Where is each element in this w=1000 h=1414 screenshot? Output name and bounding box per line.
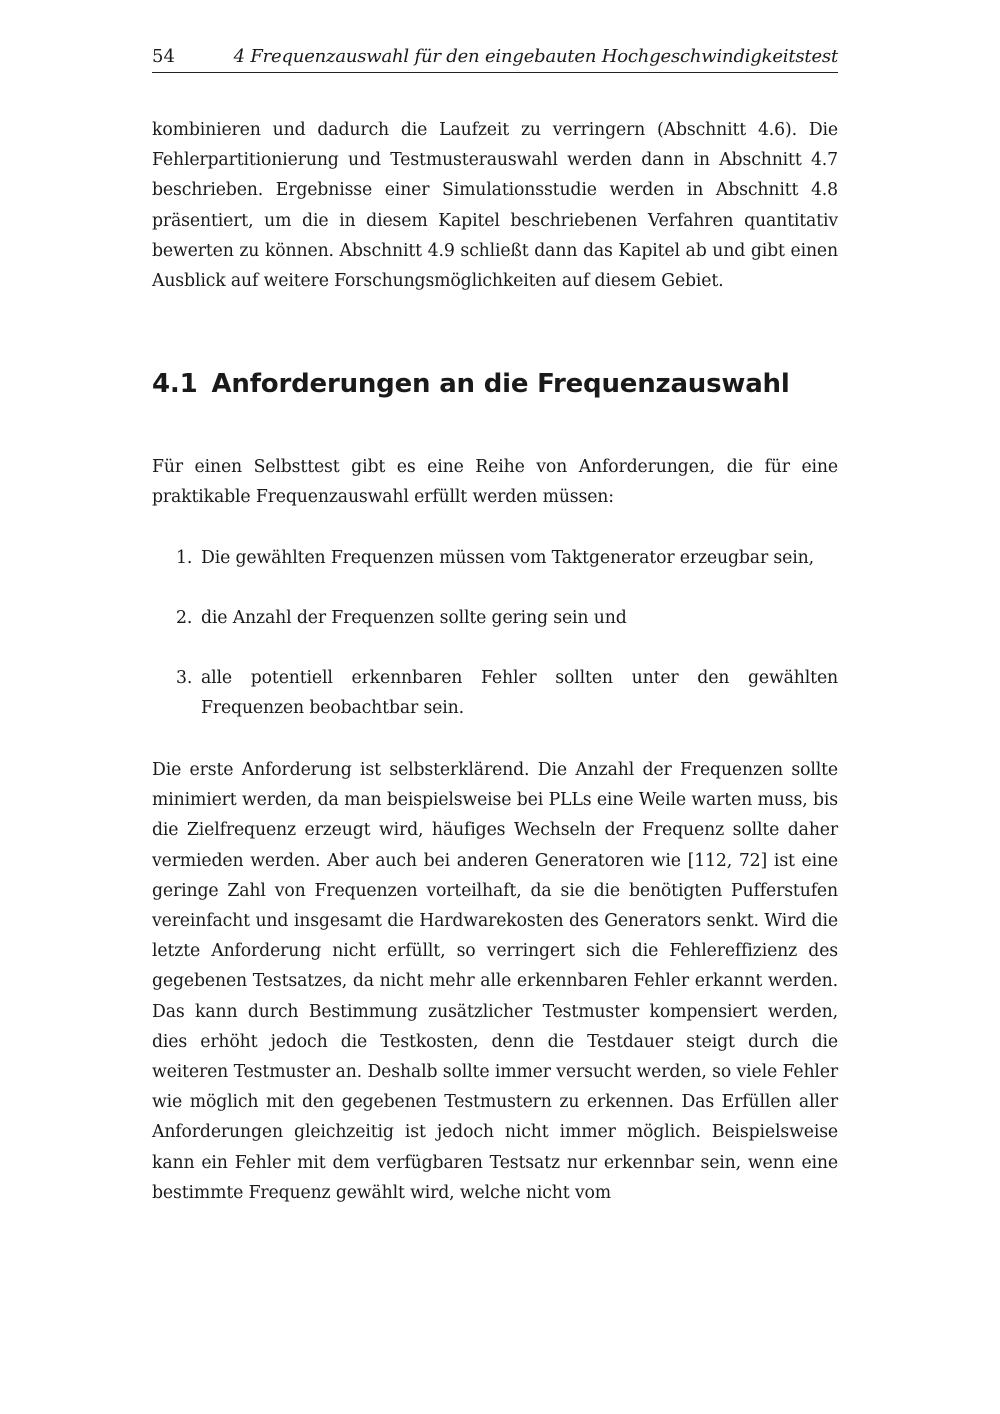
list-item-marker: 2.	[176, 608, 193, 628]
intro-paragraph: kombinieren und dadurch die Laufzeit zu verringern (Abschnitt 4.6). Die Fehlerpartitionierung und Testmusterauswahl werden dann in Abschnitt 4.7 beschrieben. Ergebnisse einer Simulationsstudie werden in Abschnitt 4.8 präsentiert, um die in diesem Kapitel beschriebenen Verfahren quantitativ bewerten zu können. Abschnitt 4.9 schließt dann das Kapitel ab und gibt einen Ausblick auf weitere Forschungsmöglichkeiten auf diesem Gebiet.	[152, 120, 838, 292]
body-paragraph: Die erste Anforderung ist selbsterklärend. Die Anzahl der Frequenzen sollte minimiert werden, da man beispielsweise bei PLLs eine Weile warten muss, bis die Zielfrequenz erzeugt wird, häufiges Wechseln der Frequenz sollte daher vermieden werden. Aber auch bei anderen Generatoren wie [112, 72] ist eine geringe Zahl von Frequenzen vorteilhaft, da sie die benötigten Pufferstufen vereinfacht und insgesamt die Hardwarekosten des Generators senkt. Wird die letzte Anforderung nicht erfüllt, so verringert sich die Fehlereffizienz des gegebenen Testsatzes, da nicht mehr alle erkennbaren Fehler erkannt werden. Das kann durch Bestimmung zusätzlicher Testmuster kompensiert werden, dies erhöht jedoch die Testkosten, denn die Testdauer steigt durch die weiteren Testmuster an. Deshalb sollte immer versucht werden, so viele Fehler wie möglich mit den gegebenen Testmustern zu erkennen. Das Erfüllen aller Anforderungen gleichzeitig ist jedoch nicht immer möglich. Beispielsweise kann ein Fehler mit dem verfügbaren Testsatz nur erkennbar sein, wenn eine bestimmte Frequenz gewählt wird, welche nicht vom	[152, 760, 838, 1203]
section-heading	[152, 364, 838, 404]
page-number: 54	[152, 46, 175, 67]
list-item	[152, 663, 838, 723]
list-item-marker: 3.	[176, 668, 193, 688]
list-item-text: die Anzahl der Frequenzen sollte gering sein und	[201, 608, 627, 628]
section-number: 4.1	[152, 369, 198, 399]
requirements-intro-paragraph: Für einen Selbsttest gibt es eine Reihe von Anforderungen, die für eine praktikable Frequenzauswahl erfüllt werden müssen:	[152, 457, 838, 508]
section-title-text: Anforderungen an die Frequenzauswahl	[211, 369, 790, 399]
running-header	[152, 46, 838, 73]
list-item	[152, 603, 838, 633]
list-item	[152, 543, 838, 573]
list-item-text: Die gewählten Frequenzen müssen vom Taktgenerator erzeugbar sein,	[201, 548, 814, 568]
chapter-title: 4 Frequenzauswahl für den eingebauten Hochgeschwindigkeitstest	[233, 46, 838, 67]
list-item-text: alle potentiell erkennbaren Fehler sollten unter den gewählten Frequenzen beobachtbar sein.	[201, 668, 838, 719]
list-item-marker: 1.	[176, 548, 193, 568]
